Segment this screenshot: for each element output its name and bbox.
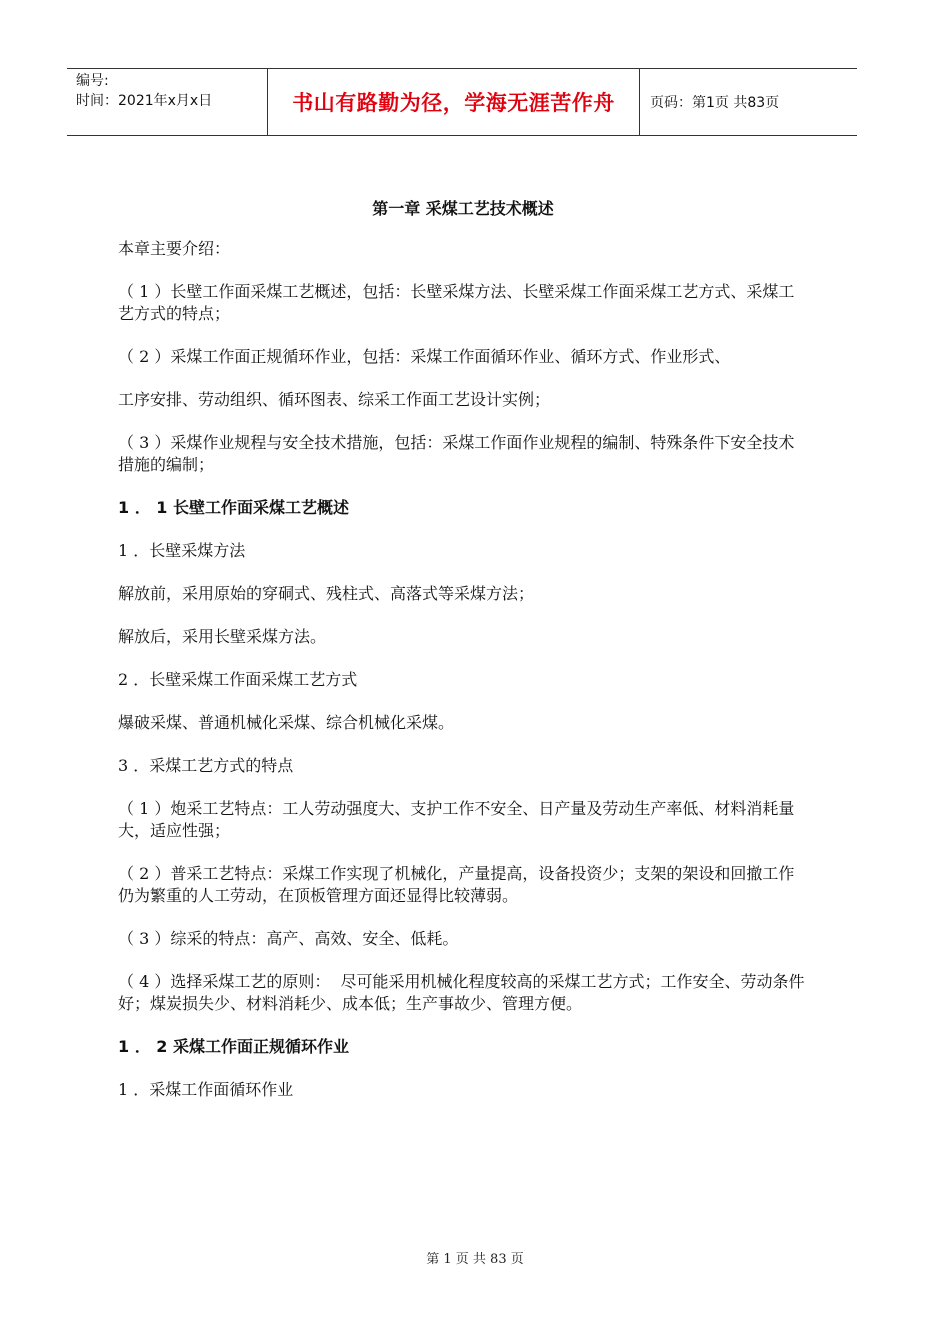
paragraph: （ 3 ）综采的特点：高产、高效、安全、低耗。 xyxy=(118,929,459,948)
section-heading: 1 ． 1 长壁工作面采煤工艺概述 xyxy=(118,498,349,517)
document-body xyxy=(118,198,808,1122)
document-header xyxy=(67,68,857,136)
paragraph: （ 1 ）炮采工艺特点：工人劳动强度大、支护工作不安全、日产量及劳动生产率低、材料消耗量大，适应性强； xyxy=(118,799,795,840)
header-page-cell xyxy=(640,69,857,135)
code-label: 编号: xyxy=(76,73,109,89)
paragraph: 解放后，采用长壁采煤方法。 xyxy=(118,627,327,646)
paragraph: 工序安排、劳动组织、循环图表、综采工作面工艺设计实例； xyxy=(118,390,551,409)
document-blocks xyxy=(118,238,808,1101)
paragraph: （ 2 ）普采工艺特点：采煤工作实现了机械化，产量提高，设备投资少；支架的架设和回撤工作仍为繁重的人工劳动，在顶板管理方面还显得比较薄弱。 xyxy=(118,864,795,905)
paragraph: （ 3 ）采煤作业规程与安全技术措施，包括：采煤工作面作业规程的编制、特殊条件下安全技术措施的编制； xyxy=(118,433,795,474)
paragraph: 本章主要介绍： xyxy=(118,239,231,258)
paragraph: 1 ．采煤工作面循环作业 xyxy=(118,1080,294,1099)
paragraph: （ 2 ）采煤工作面正规循环作业，包括：采煤工作面循环作业、循环方式、作业形式、 xyxy=(118,347,731,366)
paragraph: （ 1 ）长壁工作面采煤工艺概述，包括：长壁采煤方法、长壁采煤工作面采煤工艺方式、采煤工艺方式的特点； xyxy=(118,282,795,323)
paragraph: （ 4 ）选择采煤工艺的原则： 尽可能采用机械化程度较高的采煤工艺方式；工作安全、劳动条件好；煤炭损失少、材料消耗少、成本低；生产事故少、管理方便。 xyxy=(118,972,805,1013)
paragraph: 爆破采煤、普通机械化采煤、综合机械化采煤。 xyxy=(118,713,455,732)
page-footer: 第 1 页 共 83 页 xyxy=(426,1252,524,1267)
paragraph: 解放前，采用原始的穿硐式、残柱式、高落式等采煤方法； xyxy=(118,584,535,603)
paragraph: 3 ．采煤工艺方式的特点 xyxy=(118,756,294,775)
motto-text: 书山有路勤为径，学海无涯苦作舟 xyxy=(292,91,615,115)
time-label: 时间：2021年x月x日 xyxy=(76,93,213,109)
chapter-title: 第一章 采煤工艺技术概述 xyxy=(372,199,554,218)
paragraph: 1 ．长壁采煤方法 xyxy=(118,541,246,560)
header-meta xyxy=(67,69,268,135)
header-motto-cell xyxy=(268,69,640,135)
page-code: 页码：第1页 共83页 xyxy=(650,95,780,111)
section-heading: 1 ． 2 采煤工作面正规循环作业 xyxy=(118,1037,349,1056)
paragraph: 2 ．长壁采煤工作面采煤工艺方式 xyxy=(118,670,358,689)
